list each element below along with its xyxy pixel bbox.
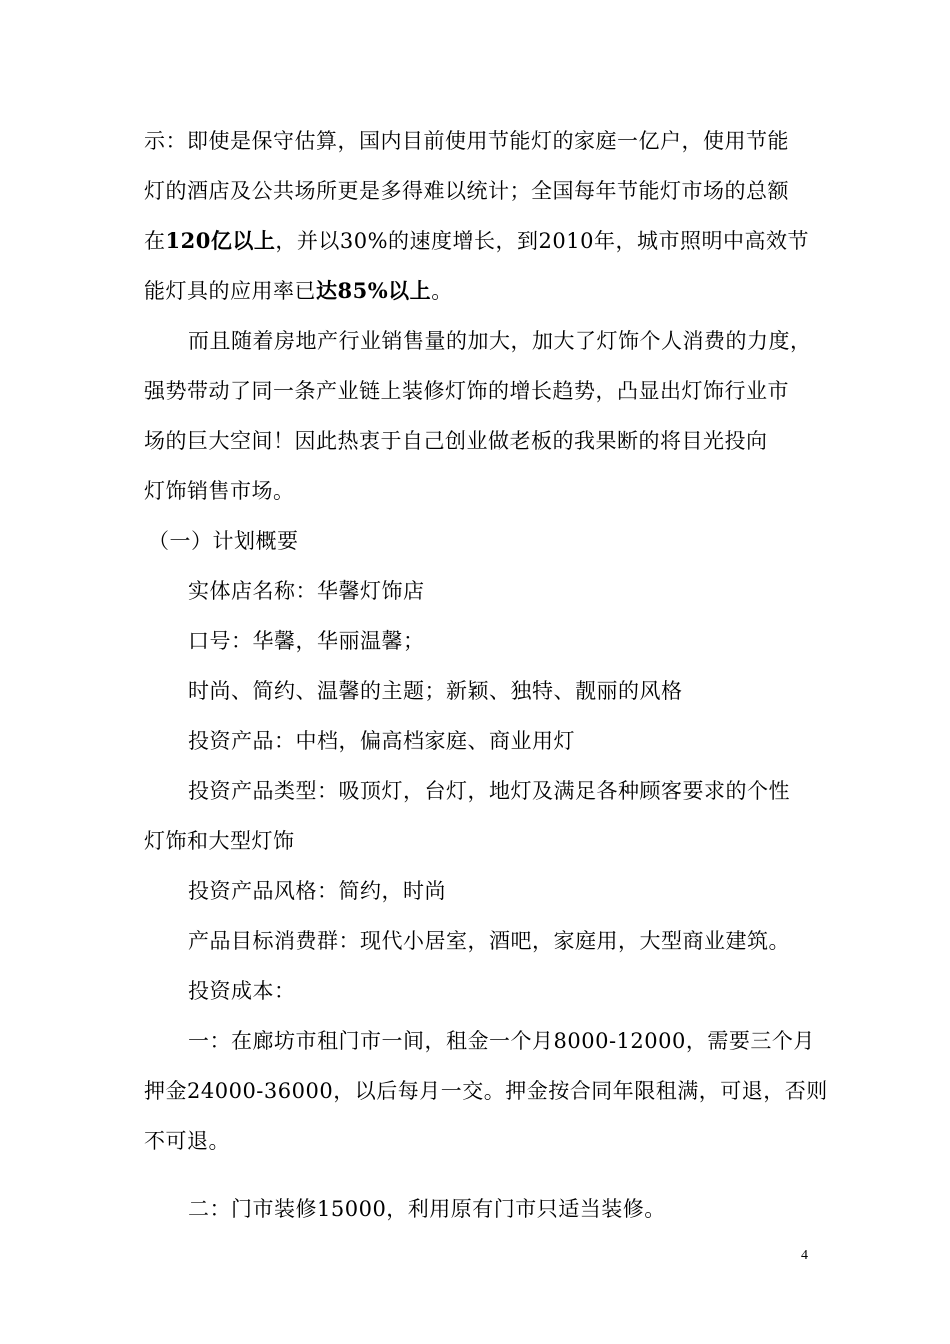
spacer	[144, 1166, 814, 1184]
paragraph-real-estate	[144, 316, 814, 516]
investment-cost-label: 投资成本：	[188, 979, 296, 1003]
text-line: 押金24000-36000，以后每月一交。押金按合同年限租满，可退，否则	[144, 1079, 828, 1103]
cost-item-rent	[144, 1016, 828, 1166]
bold-figure: 达85%以上	[316, 278, 432, 303]
store-name: 实体店名称：华馨灯饰店	[188, 579, 425, 603]
product-style: 投资产品风格：简约，时尚	[188, 879, 446, 903]
slogan: 口号：华馨，华丽温馨；	[188, 629, 425, 653]
cost-item-decoration: 二：门市装修15000，利用原有门市只适当装修。	[188, 1197, 666, 1221]
target-consumers: 产品目标消费群：现代小居室，酒吧，家庭用，大型商业建筑。	[188, 929, 790, 953]
theme: 时尚、简约、温馨的主题；新颖、独特、靓丽的风格	[188, 679, 683, 703]
text-span: ，并以30%的速度增长，到2010年，城市照明中高效节	[275, 229, 809, 253]
text-line: 不可退。	[144, 1129, 230, 1153]
text-line: 灯饰和大型灯饰	[144, 829, 295, 853]
text-line: 而且随着房地产行业销售量的加大，加大了灯饰个人消费的力度，	[188, 329, 812, 353]
text-line: 灯的酒店及公共场所更是多得难以统计；全国每年节能灯市场的总额	[144, 179, 789, 203]
investment-product: 投资产品：中档，偏高档家庭、商业用灯	[188, 729, 575, 753]
text-line: 投资产品类型：吸顶灯，台灯，地灯及满足各种顾客要求的个性	[188, 779, 790, 803]
text-span: 在	[144, 229, 166, 253]
product-type	[144, 766, 814, 866]
text-span: 能灯具的应用率已	[144, 279, 316, 303]
bold-figure: 120亿以上	[165, 228, 276, 253]
text-line: 场的巨大空间！因此热衷于自己创业做老板的我果断的将目光投向	[144, 429, 768, 453]
section-heading: （一）计划概要	[148, 529, 299, 553]
document-body	[144, 116, 828, 1234]
page-number: 4	[801, 1248, 808, 1263]
text-line	[144, 266, 814, 316]
text-line	[144, 216, 814, 266]
text-line: 示：即使是保守估算，国内目前使用节能灯的家庭一亿户，使用节能	[144, 129, 789, 153]
paragraph-market-data	[144, 116, 814, 316]
text-line: 灯饰销售市场。	[144, 479, 295, 503]
text-span: 。	[431, 279, 453, 303]
text-line: 强势带动了同一条产业链上装修灯饰的增长趋势，凸显出灯饰行业市	[144, 379, 789, 403]
text-line: 一：在廊坊市租门市一间，租金一个月8000-12000，需要三个月	[188, 1029, 815, 1053]
